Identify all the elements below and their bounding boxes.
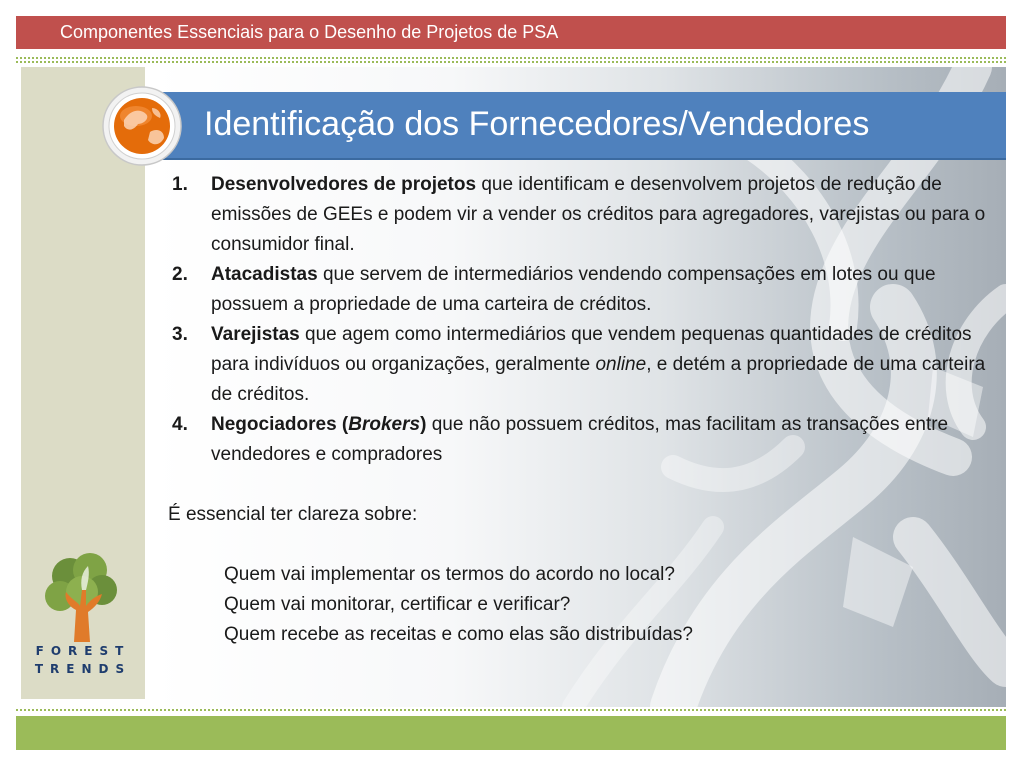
divider-top: [16, 57, 1006, 59]
footer-bar: [16, 716, 1006, 750]
list-number: 3.: [172, 324, 188, 345]
item-text: que servem de intermediários vendendo compensações em lotes ou que possuem a propriedade de uma carteira de créditos.: [211, 264, 936, 315]
item-text: que não possuem créditos, mas facilitam as transações entre vendedores e compradores: [211, 414, 949, 465]
item-term-italic: Brokers: [348, 414, 421, 435]
logo-word-1: FOREST: [35, 644, 131, 658]
item-italic-word: online: [595, 354, 647, 375]
seller-list: [168, 170, 988, 470]
list-item: [168, 170, 988, 260]
question-list: [168, 560, 988, 650]
logo-word-2: TRENDS: [34, 662, 132, 676]
list-number: 1.: [172, 174, 188, 195]
question-item: Quem vai implementar os termos do acordo no local?: [224, 564, 675, 585]
item-text: que agem como intermediários que vendem pequenas quantidades de créditos para indivíduos ou organizações, geralmente: [211, 324, 972, 375]
item-term-end: ): [420, 414, 427, 435]
header-title: Componentes Essenciais para o Desenho de Projetos de PSA: [60, 22, 559, 42]
list-number: 2.: [172, 264, 188, 285]
globe-icon: [102, 86, 182, 166]
item-text: que identificam e desenvolvem projetos de redução de emissões de GEEs e podem vir a vender os créditos para agregadores, varejistas ou para o consumidor final.: [211, 174, 986, 255]
slide-title-bar: [160, 92, 1006, 160]
list-number: 4.: [172, 414, 188, 435]
list-item: [168, 260, 988, 320]
slide-body: [168, 170, 988, 650]
tree-logo: [30, 550, 136, 642]
clarity-intro: É essencial ter clareza sobre:: [168, 504, 418, 525]
question-item: Quem recebe as receitas e como elas são distribuídas?: [224, 624, 693, 645]
item-term: Negociadores (: [211, 414, 349, 435]
forest-trends-logo: [30, 550, 136, 680]
item-term: Desenvolvedores de projetos: [211, 174, 477, 195]
list-item: [168, 320, 988, 410]
item-text-end: , e detém a propriedade de uma carteira de créditos.: [211, 354, 986, 405]
slide-title: Identificação dos Fornecedores/Vendedores: [204, 105, 870, 143]
item-term: Varejistas: [211, 324, 300, 345]
divider-top-2: [16, 61, 1006, 63]
divider-bottom: [16, 709, 1006, 711]
header-bar: [16, 16, 1006, 49]
item-term: Atacadistas: [211, 264, 318, 285]
list-item: [168, 410, 988, 470]
question-item: Quem vai monitorar, certificar e verificar?: [224, 594, 571, 615]
